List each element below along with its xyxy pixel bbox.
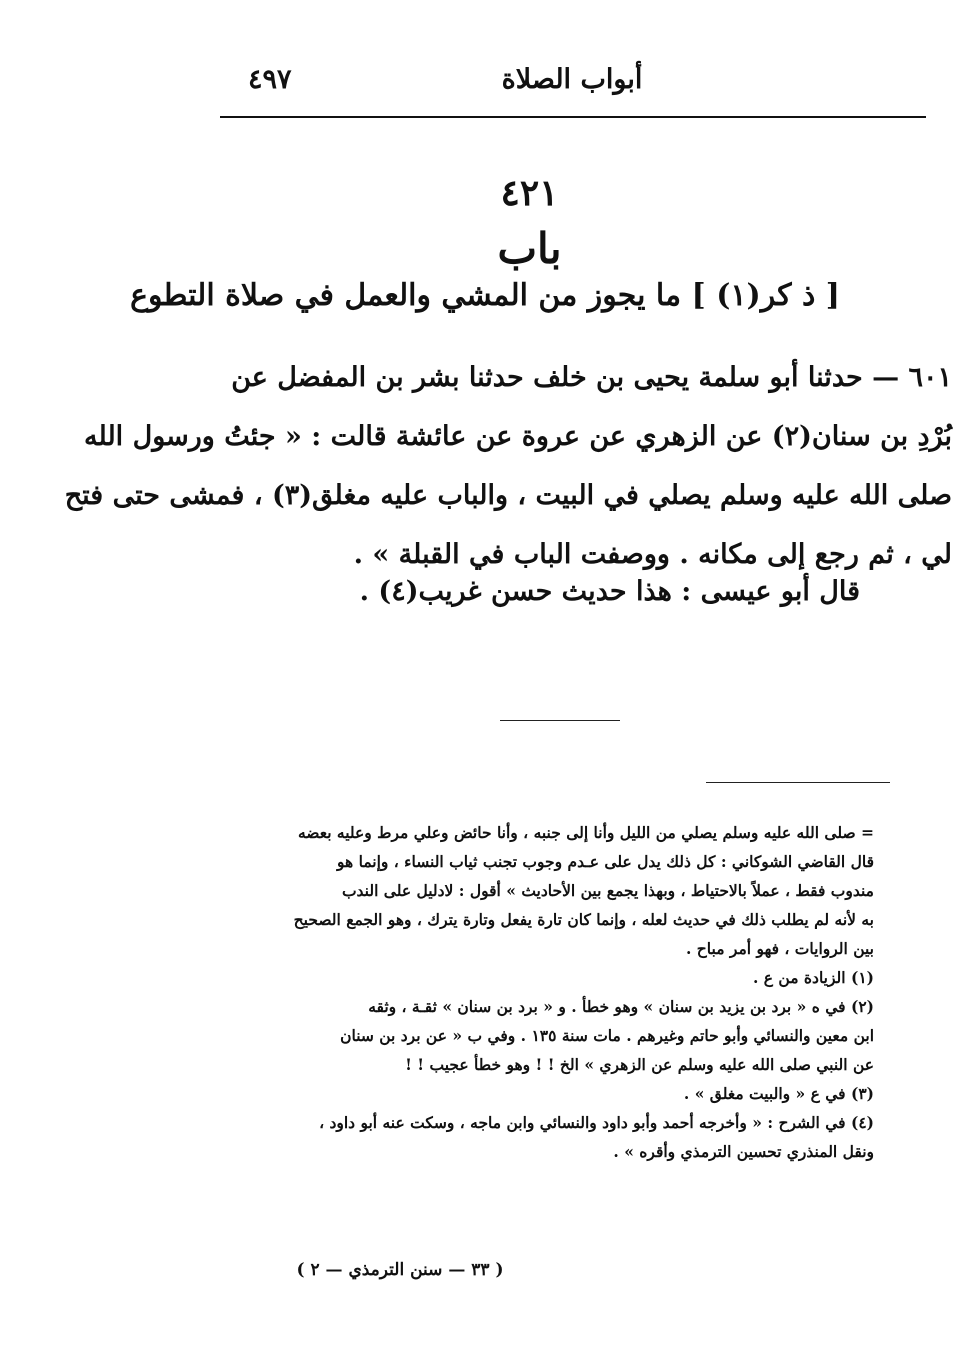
hadith-line: صلى الله عليه وسلم يصلي في البيت ، والباب عليه مغلق(٣) ، فمشى حتى فتح bbox=[64, 480, 952, 511]
footnote-4 bbox=[236, 1108, 874, 1166]
footnote-rule bbox=[706, 782, 890, 783]
footnote-line: في الشرح : « وأخرجه أحمد وأبو داود والنسائي وابن ماجه ، وسكت عنه أبو داود ، bbox=[319, 1113, 846, 1132]
footnote-line: ابن معين والنسائي وأبو حاتم وغيرهم . مات سنة ١٣٥ . وفي ب « عن برد بن سنان bbox=[340, 1026, 874, 1045]
footnote-continuation-line: قال القاضي الشوكاني : كل ذلك يدل على عـدم وجوب تجنب ثياب النساء ، وإنما هو bbox=[337, 852, 874, 871]
chapter-number: ٤٢١ bbox=[500, 172, 559, 214]
footnote-line: في ع « والبيت مغلق » . bbox=[683, 1084, 846, 1103]
page-number: ٤٩٧ bbox=[248, 64, 292, 95]
footnote-continuation-line: بين الروايات ، فهو أمر مباح . bbox=[686, 939, 874, 958]
section-divider bbox=[500, 720, 620, 721]
hadith-line: ٦٠١ — حدثنا أبو سلمة يحيى بن خلف حدثنا بشر بن المفضل عن bbox=[231, 362, 952, 393]
footnote-continuation-line: = صلى الله عليه وسلم يصلي من الليل وأنا إلى جنبه ، وأنا حائض وعلي مرط وعليه بعضه bbox=[297, 823, 874, 842]
signature-line: ( ٣٣ — سنن الترمذي — ٢ ) bbox=[296, 1260, 504, 1280]
footnote-number: (٤) bbox=[850, 1113, 874, 1132]
footnote-number: (١) bbox=[850, 968, 874, 987]
running-head-title: أبواب الصلاة bbox=[501, 64, 643, 95]
footnote-number: (٢) bbox=[850, 997, 874, 1016]
footnote-1 bbox=[236, 963, 874, 992]
footnote-line: ونقل المنذري تحسين الترمذي وأقره » . bbox=[613, 1142, 874, 1161]
hadith-line: لي ، ثم رجع إلى مكانه . ووصفت الباب في القبلة » . bbox=[353, 539, 952, 570]
hadith-text bbox=[64, 348, 952, 584]
footnote-line: الزيادة من ع . bbox=[753, 968, 846, 987]
running-head bbox=[222, 58, 922, 108]
hadith-line: بُرْدِ بن سنان(٢) عن الزهري عن عروة عن عائشة قالت : « جئتُ ورسول الله bbox=[84, 421, 952, 452]
footnote-3 bbox=[236, 1079, 874, 1108]
footnote-line: عن النبي صلى الله عليه وسلم عن الزهري » الخ ! ! وهو خطأ عجيب ! ! bbox=[405, 1055, 874, 1074]
footnote-line: في ه « برد بن يزيد بن سنان » وهو خطأ . و « برد بن سنان » ثقـة ، وثقه bbox=[368, 997, 846, 1016]
chapter-title: [ ذ كر(١) ] ما يجوز من المشي والعمل في صلاة التطوع bbox=[130, 278, 840, 313]
footnote-continuation-line: به لأنه لم يطلب ذلك في حديث لعله ، وإنما كان تارة يفعل وتارة يترك ، وهو الجمع الصحيح bbox=[293, 910, 874, 929]
footnote-number: (٣) bbox=[850, 1084, 874, 1103]
footnote-2 bbox=[236, 992, 874, 1079]
chapter-word: باب bbox=[497, 224, 562, 273]
header-rule bbox=[220, 116, 926, 118]
hadith-verdict: قال أبو عيسى : هذا حديث حسن غريب(٤) . bbox=[359, 576, 860, 607]
footnotes bbox=[236, 818, 874, 1166]
footnote-continuation-line: مندوب فقط ، عملاً بالاحتياط ، وبهذا يجمع بين الأحاديث » أقول : لادليل على الندب bbox=[341, 881, 874, 900]
